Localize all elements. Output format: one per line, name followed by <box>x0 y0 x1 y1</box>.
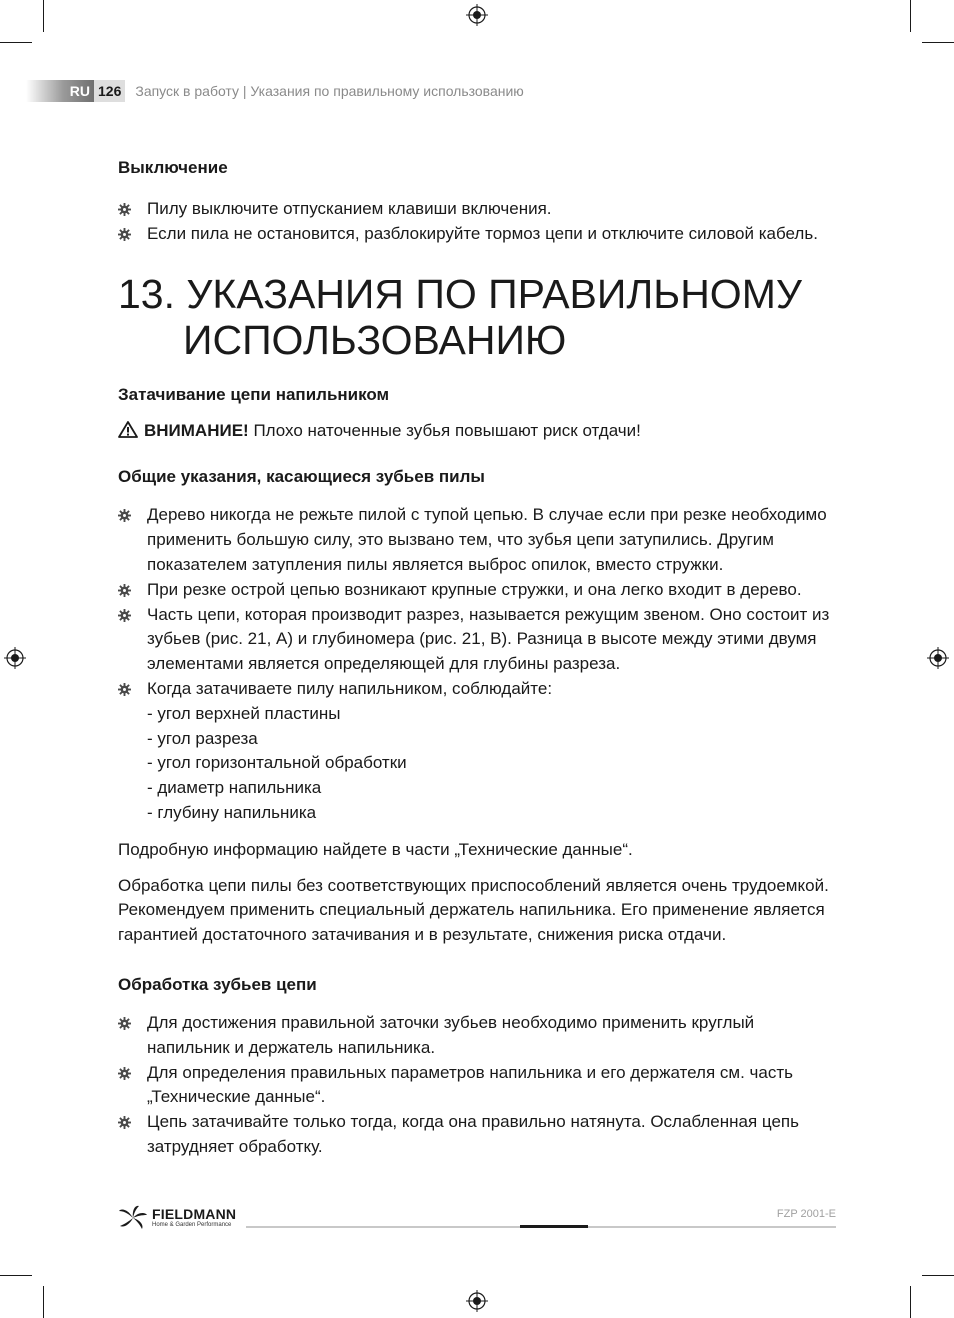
warning-text: Плохо наточенные зубья повышают риск отдачи! <box>248 420 641 440</box>
list-item-text: Для достижения правильной заточки зубьев необходимо применить круглый напильник и держатель напильника. <box>147 1012 755 1057</box>
list-item <box>118 1011 838 1061</box>
crop-mark <box>922 1275 954 1276</box>
list-item-text: Когда затачиваете пилу напильником, соблюдайте: <box>147 678 553 698</box>
sub-list-item: - угол верхней пластины <box>147 703 341 723</box>
warning-note <box>118 419 838 444</box>
sub-list-item: - глубину напильника <box>147 802 317 822</box>
crop-mark <box>43 0 44 32</box>
sub-list-item: - угол разреза <box>147 728 258 748</box>
chapter-title <box>118 271 838 363</box>
sub-list-item: - угол горизонтальной обработки <box>147 753 407 773</box>
crop-mark <box>922 42 954 43</box>
list-item-text: Для определения правильных параметров напильника и его держателя см. часть „Технические данные“. <box>147 1062 793 1107</box>
registration-mark-icon <box>4 647 26 669</box>
model-number: FZP 2001-E <box>776 1208 836 1220</box>
gear-bullet-icon <box>118 584 131 597</box>
warning-triangle-icon <box>118 421 138 438</box>
page-header <box>26 80 524 102</box>
sub-list-item: - диаметр напильника <box>147 778 322 798</box>
gear-bullet-icon <box>118 203 131 216</box>
paragraph: Обработка цепи пилы без соответствующих приспособлений является очень трудоемкой. Рекомендуем применить специальный держатель напильника. Его применение является гарантией достаточного затачивания и в результате, снижения риска отдачи. <box>118 875 829 945</box>
bullet-list <box>118 503 838 825</box>
language-tab: RU <box>26 80 94 102</box>
gear-bullet-icon <box>118 609 131 622</box>
gear-bullet-icon <box>118 228 131 241</box>
gear-bullet-icon <box>118 683 131 696</box>
chapter-title-line1: 13. УКАЗАНИЯ ПО ПРАВИЛЬНОМУ <box>118 270 802 317</box>
list-item-text: Цепь затачивайте только тогда, когда она правильно натянута. Ослабленная цепь затрудняет обработку. <box>147 1112 799 1156</box>
list-item <box>118 603 838 677</box>
list-item-text: Дерево никогда не режьте пилой с тупой цепью. В случае если при резке необходимо применить большую силу, это вызвано тем, что зубья цепи затупились. Другим показателем затупления пилы является выброс опилок, вместо стружки. <box>147 505 827 574</box>
crop-mark <box>0 1275 32 1276</box>
gear-bullet-icon <box>118 1067 131 1080</box>
fieldmann-fan-logo-icon <box>118 1205 148 1231</box>
warning-label: ВНИМАНИЕ! <box>144 420 249 440</box>
gear-bullet-icon <box>118 1017 131 1030</box>
list-item <box>118 197 838 222</box>
list-item-text: Часть цепи, которая производит разрез, называется режущим звеном. Оно состоит из зубьев (рис. 21, A) и глубиномера (рис. 21, B). Разница в высоте между этими двумя элементами является определяющей для глубины разреза. <box>147 604 830 674</box>
list-item <box>118 677 838 826</box>
section-heading-teeth: Обработка зубьев цепи <box>118 974 317 994</box>
list-item <box>118 1061 838 1111</box>
list-item <box>118 578 838 603</box>
brand-tagline: Home & Garden Performance <box>152 1222 232 1228</box>
page-content <box>118 150 838 1160</box>
section-heading-general: Общие указания, касающиеся зубьев пилы <box>118 467 485 487</box>
section-heading-sharpening: Затачивание цепи напильником <box>118 384 390 404</box>
list-item <box>118 1110 838 1160</box>
bullet-list <box>118 197 838 247</box>
list-item-text: При резке острой цепью возникают крупные стружки, и она легко входит в дерево. <box>147 579 802 599</box>
running-title: Запуск в работу | Указания по правильному использованию <box>135 83 524 99</box>
registration-mark-icon <box>466 4 488 26</box>
list-item-text: Если пила не остановится, разблокируйте тормоз цепи и отключите силовой кабель. <box>147 223 818 243</box>
gear-bullet-icon <box>118 1116 131 1129</box>
registration-mark-icon <box>927 647 949 669</box>
registration-mark-icon <box>466 1290 488 1312</box>
list-item <box>118 503 838 577</box>
paragraph: Подробную информацию найдете в части „Технические данные“. <box>118 839 633 859</box>
footer-rule-accent <box>520 1225 588 1228</box>
crop-mark <box>43 1286 44 1318</box>
brand-name: FIELDMANN <box>152 1206 237 1222</box>
section-heading-switch-off: Выключение <box>118 158 228 177</box>
crop-mark <box>910 1286 911 1318</box>
page-number: 126 <box>94 80 125 102</box>
gear-bullet-icon <box>118 509 131 522</box>
list-item <box>118 222 838 247</box>
chapter-title-line2: ИСПОЛЬЗОВАНИЮ <box>183 316 567 363</box>
bullet-list <box>118 1011 838 1160</box>
crop-mark <box>910 0 911 32</box>
footer-logo <box>118 1205 236 1231</box>
crop-mark <box>0 42 32 43</box>
list-item-text: Пилу выключите отпусканием клавиши включения. <box>147 199 552 218</box>
